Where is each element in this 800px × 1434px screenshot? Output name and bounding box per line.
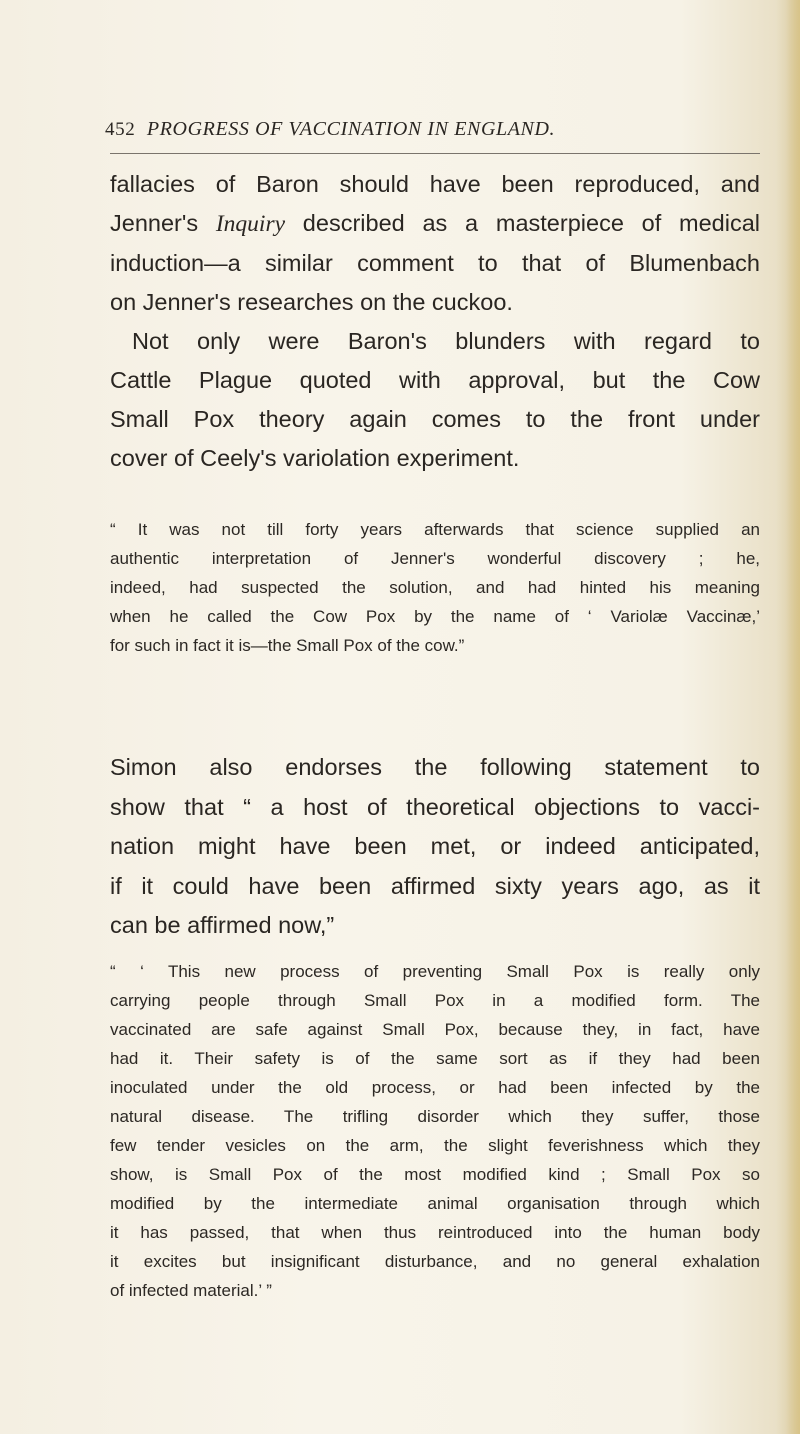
- quote-line: authentic interpretation of Jenner's wonderful discovery ; he,: [110, 549, 760, 568]
- text-line: Cattle Plague quoted with approval, but the Cow: [110, 367, 760, 393]
- text-line: cover of Ceely's variolation experiment.: [110, 445, 520, 471]
- quote-line: natural disease. The trifling disorder which they suffer, those: [110, 1107, 760, 1126]
- quote-line: indeed, had suspected the solution, and had hinted his meaning: [110, 578, 760, 597]
- page-header: [105, 118, 745, 141]
- text-line: on Jenner's researches on the cuckoo.: [110, 289, 513, 315]
- header-rule: [110, 153, 760, 154]
- text-line: show that “ a host of theoretical objections to vacci-: [110, 793, 760, 820]
- text-segment: described as a masterpiece of medical: [285, 210, 760, 236]
- page-number: 452: [105, 119, 136, 140]
- quote-line: inoculated under the old process, or had been infected by the: [110, 1078, 760, 1097]
- quote-line: of infected material.’ ”: [110, 1281, 272, 1300]
- text-line: can be affirmed now,”: [110, 912, 335, 938]
- text-segment: Jenner's: [110, 210, 216, 236]
- quote-line: few tender vesicles on the arm, the slight feverishness which they: [110, 1136, 760, 1155]
- text-line: [110, 204, 760, 244]
- quote-line: “ ‘ This new process of preventing Small Pox is really only: [110, 962, 760, 981]
- italic-title: Inquiry: [215, 211, 286, 237]
- quote-line: it has passed, that when thus reintroduced into the human body: [110, 1223, 760, 1242]
- quote-line: show, is Small Pox of the most modified kind ; Small Pox so: [110, 1165, 760, 1184]
- quote-line: modified by the intermediate animal organisation through which: [110, 1194, 760, 1213]
- quote-line: vaccinated are safe against Small Pox, because they, in fact, have: [110, 1020, 760, 1039]
- page-edge-shadow: [786, 0, 800, 1434]
- text-line: Small Pox theory again comes to the front under: [110, 406, 760, 432]
- text-line: nation might have been met, or indeed anticipated,: [110, 833, 760, 859]
- text-line: fallacies of Baron should have been reproduced, and: [110, 171, 760, 197]
- paragraph-2: [110, 748, 760, 946]
- block-quote-2: [110, 957, 760, 1305]
- quote-line: when he called the Cow Pox by the name of ‘ Variolæ Vaccinæ,’: [110, 607, 760, 626]
- quote-line: “ It was not till forty years afterwards that science supplied an: [110, 520, 760, 539]
- text-line: induction—a similar comment to that of Blumenbach: [110, 250, 760, 276]
- running-title: PROGRESS OF VACCINATION IN ENGLAND.: [146, 118, 556, 140]
- quote-line: it excites but insignificant disturbance, and no general exhalation: [110, 1252, 760, 1271]
- text-line: [110, 322, 760, 361]
- text-line: if it could have been affirmed sixty years ago, as it: [110, 872, 760, 899]
- text-segment: Not only were Baron's blunders with regard to: [132, 328, 760, 354]
- paragraph-1: [110, 165, 760, 478]
- quote-line: carrying people through Small Pox in a modified form. The: [110, 991, 760, 1010]
- block-quote-1: [110, 515, 760, 660]
- text-line: Simon also endorses the following statement to: [110, 754, 760, 780]
- quote-line: for such in fact it is—the Small Pox of the cow.”: [110, 636, 465, 655]
- quote-line: had it. Their safety is of the same sort as if they had been: [110, 1049, 760, 1068]
